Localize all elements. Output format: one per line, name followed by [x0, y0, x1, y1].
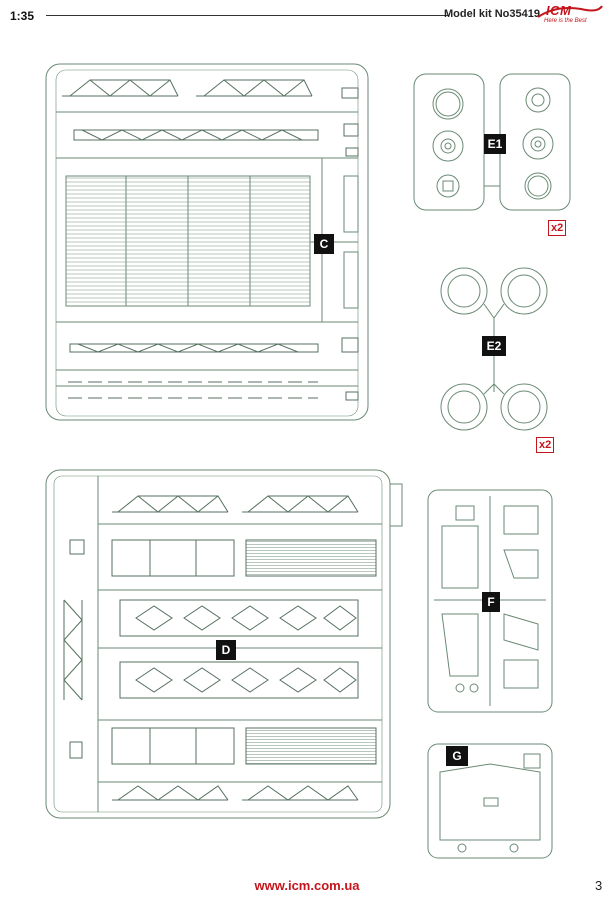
- sprue-e1-label: E1: [484, 134, 506, 154]
- sprue-f-label: F: [482, 592, 500, 612]
- sprue-g-label: G: [446, 746, 468, 766]
- sprue-e1-multiplier: x2: [548, 220, 566, 236]
- sprue-e2-label: E2: [482, 336, 506, 356]
- sprue-c-lower-trusses: [68, 338, 358, 400]
- footer-url[interactable]: www.icm.com.ua: [254, 878, 360, 893]
- sprue-c-label: C: [314, 234, 334, 254]
- page-number: 3: [595, 878, 603, 893]
- sprue-e2-multiplier: x2: [536, 437, 554, 453]
- model-kit-number: Model kit No35419: [444, 8, 540, 20]
- sprue-c-trusses: [62, 80, 358, 156]
- logo-brand: ICM: [546, 3, 572, 18]
- sprue-d-label: D: [216, 640, 236, 660]
- logo-tagline: Here is the Best: [544, 18, 587, 24]
- scale-label: 1:35: [10, 9, 35, 23]
